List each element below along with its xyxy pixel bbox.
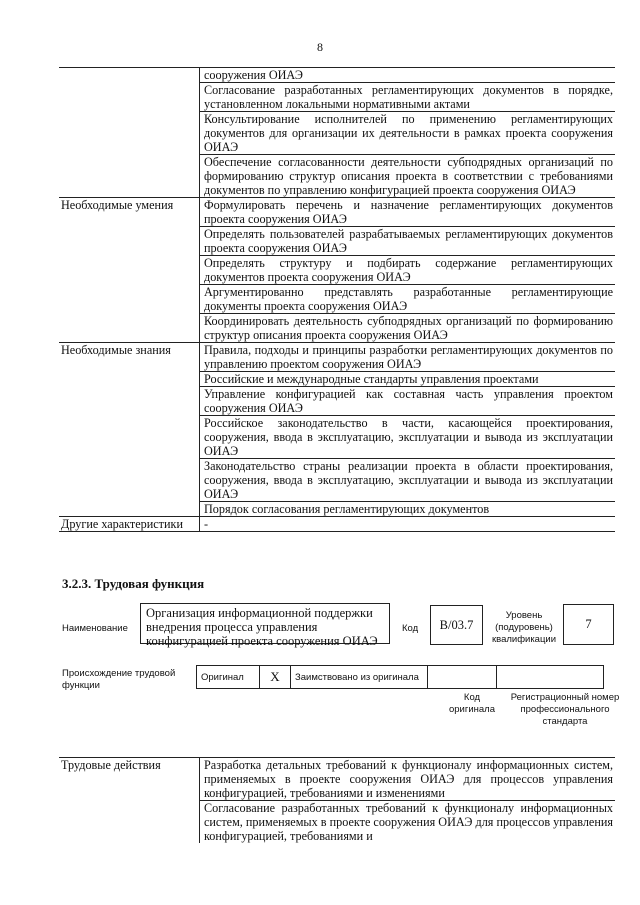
requirement-row	[59, 517, 615, 532]
requirement-label	[59, 68, 200, 198]
requirement-item: Российские и международные стандарты управления проектами	[200, 372, 616, 387]
requirement-item: Законодательство страны реализации проекта в области проектирования, сооружения, ввода в эксплуатацию, эксплуатации и вывода из эксплуатации ОИАЭ	[200, 459, 616, 502]
section-title: 3.2.3. Трудовая функция	[62, 576, 205, 591]
function-code: B/03.7	[430, 605, 483, 645]
requirement-item: Российское законодательство в части, касающейся проектирования, сооружения, ввода в эксплуатацию, эксплуатации и вывода из эксплуатации ОИАЭ	[200, 416, 616, 459]
qualification-level: 7	[563, 604, 614, 645]
requirement-item: Порядок согласования регламентирующих документов	[200, 502, 616, 517]
requirement-label: Необходимые умения	[59, 198, 200, 343]
origin-label: Происхождение трудовой функции	[62, 668, 176, 691]
requirement-item: сооружения ОИАЭ	[200, 68, 616, 83]
function-name: Организация информационной поддержки внедрения процесса управления конфигурацией проекта сооружения ОИАЭ	[140, 603, 390, 644]
origin-code-caption: Код оригинала	[448, 692, 495, 715]
code-label: Код	[402, 623, 419, 634]
requirement-item: Консультирование исполнителей по применению регламентирующих документов для организации их деятельности в рамках проекта сооружения ОИАЭ	[200, 112, 616, 155]
origin-borrowed: Заимствовано из оригинала	[291, 666, 428, 689]
page-number: 8	[317, 40, 323, 54]
requirement-label: Необходимые знания	[59, 343, 200, 517]
action-row	[59, 758, 615, 801]
requirement-item: -	[200, 517, 616, 532]
requirement-item: Согласование разработанных регламентирующих документов в порядке, установленном локальными нормативными актами	[200, 83, 616, 112]
action-item: Разработка детальных требований к функционалу информационных систем, применяемых в проекте сооружения ОИАЭ для процессов управления конфигурацией, требованиями и изменениями	[200, 758, 616, 801]
origin-reg-caption: Регистрационный номер профессионального стандарта	[510, 692, 620, 727]
requirement-item: Правила, подходы и принципы разработки регламентирующих документов по управлению проектом сооружения ОИАЭ	[200, 343, 616, 372]
origin-code-cell	[428, 666, 497, 689]
action-label: Трудовые действия	[59, 758, 200, 844]
actions-table	[59, 757, 615, 843]
requirement-label: Другие характеристики	[59, 517, 200, 532]
name-label: Наименование	[62, 623, 128, 634]
requirement-item: Управление конфигурацией как составная часть управления проектом сооружения ОИАЭ	[200, 387, 616, 416]
origin-mark: X	[260, 666, 291, 689]
requirement-item: Обеспечение согласованности деятельности субподрядных организаций по формированию структур описания проекта в соответствии с требованиями документов по управлению конфигурацией проекта сооружения ОИАЭ	[200, 155, 616, 198]
requirement-item: Аргументированно представлять разработанные регламентирующие документы проекта сооружения ОИАЭ	[200, 285, 616, 314]
origin-table	[196, 665, 604, 689]
action-item: Согласование разработанных требований к функционалу информационных систем, применяемых в проекте сооружения ОИАЭ для процессов управления конфигурацией, требованиями и	[204, 801, 613, 843]
origin-original: Оригинал	[197, 666, 260, 689]
level-label: Уровень (подуровень) квалификации	[491, 610, 557, 645]
requirement-row	[59, 198, 615, 227]
requirements-table	[59, 67, 615, 532]
requirement-row	[59, 68, 615, 83]
requirement-row	[59, 343, 615, 372]
requirement-item: Определять пользователей разрабатываемых регламентирующих документов проекта сооружения ОИАЭ	[200, 227, 616, 256]
requirement-item: Определять структуру и подбирать содержание регламентирующих документов проекта сооружения ОИАЭ	[200, 256, 616, 285]
requirement-item: Формулировать перечень и назначение регламентирующих документов проекта сооружения ОИАЭ	[200, 198, 616, 227]
origin-reg-cell	[497, 666, 604, 689]
requirement-item: Координировать деятельность субподрядных организаций по формированию структур описания проекта сооружения ОИАЭ	[200, 314, 616, 343]
